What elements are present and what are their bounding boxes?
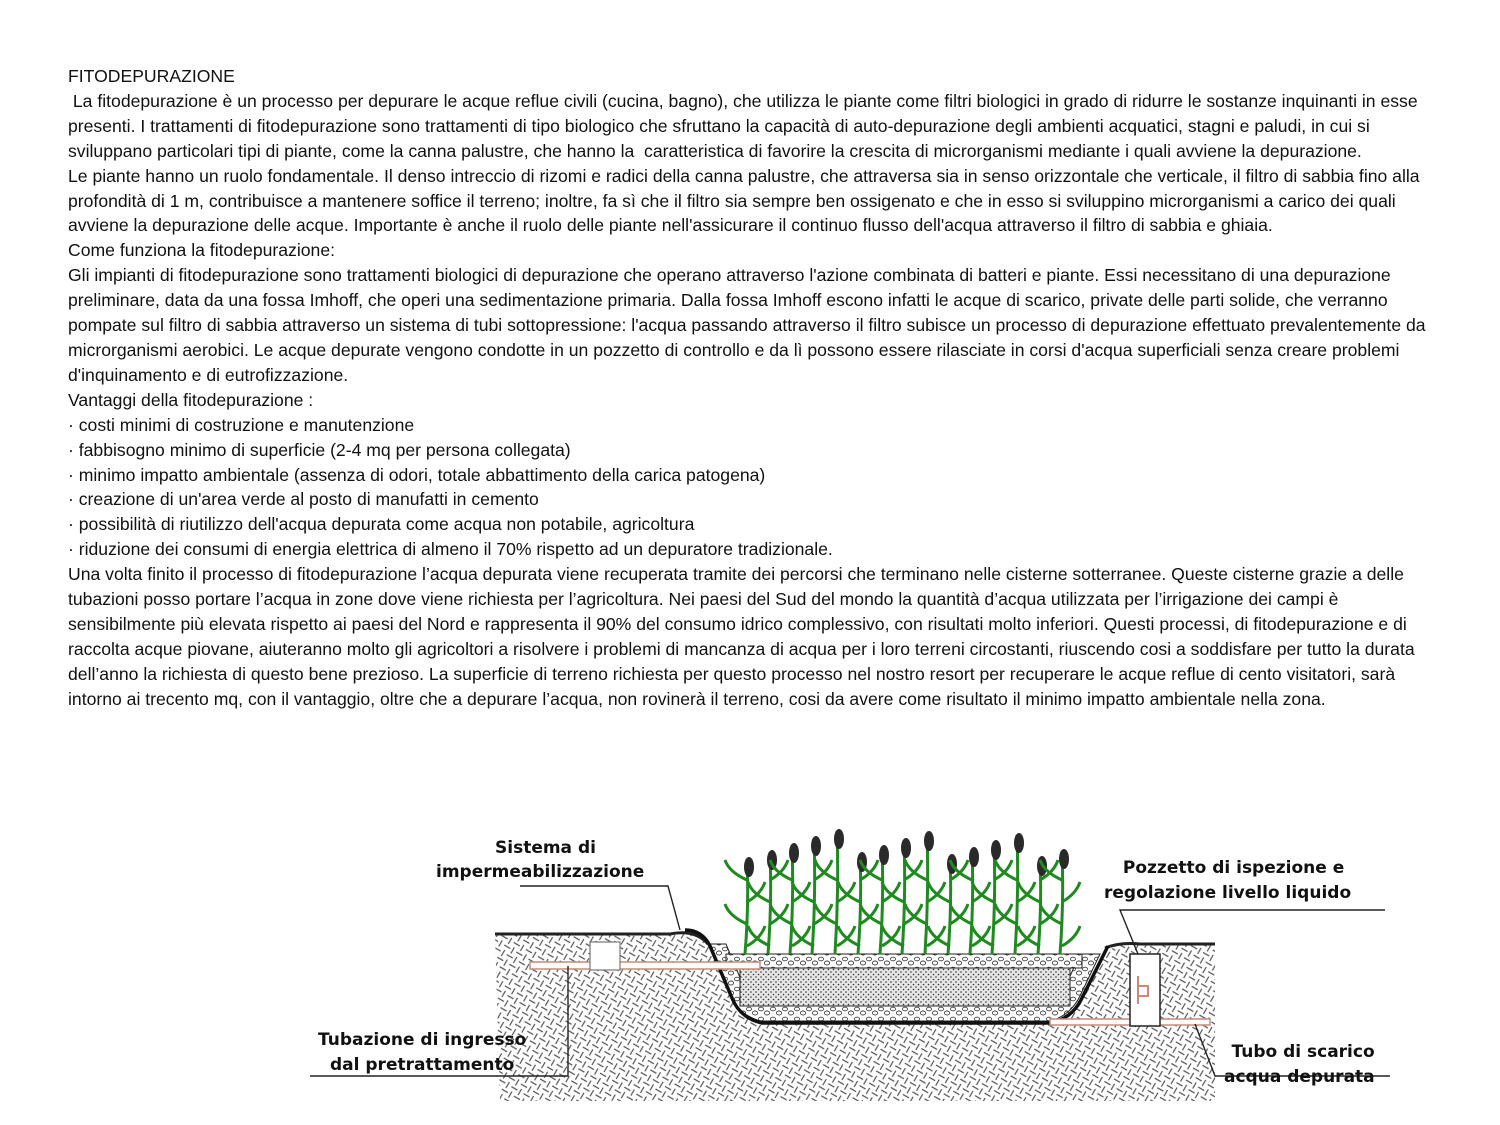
reed-head — [901, 838, 911, 858]
reeds — [725, 829, 1080, 954]
list-item: · riduzione dei consumi di energia elettrica di almeno il 70% rispetto ad un depuratore tradizionale. — [68, 539, 833, 560]
reed-head — [969, 847, 979, 867]
reed-stem — [835, 831, 838, 954]
reed-head — [834, 829, 844, 849]
reed-stem — [1015, 835, 1018, 954]
reed-stem — [925, 833, 928, 954]
reed-leaf — [725, 860, 747, 880]
list-item: · fabbisogno minimo di superficie (2-4 mq per persona collegata) — [68, 439, 571, 460]
leader-sealing — [520, 886, 680, 930]
reed-head — [744, 857, 754, 877]
label-sealing-system-2: impermeabilizzazione — [436, 862, 645, 882]
reed-head — [789, 843, 799, 863]
reed-head — [1014, 833, 1024, 853]
reed-stem — [812, 838, 815, 954]
reed-head — [879, 845, 889, 865]
label-outlet-pipe: Tubo di scarico acqua depurata — [1224, 1042, 1375, 1087]
list-item: · minimo impatto ambientale (assenza di odori, totale abbattimento della carica patogena) — [68, 464, 766, 485]
list-item: · creazione di un'area verde al posto di manufatti in cemento — [68, 489, 539, 510]
reed-leaf — [725, 904, 747, 924]
label-inspection-well: Pozzetto di ispezione e regolazione livello liquido — [1104, 858, 1352, 903]
reed-leaf — [1062, 926, 1080, 946]
list-item: · possibilità di riutilizzo dell'acqua depurata come acqua non potabile, agricoltura — [68, 514, 695, 535]
inspection-well — [1130, 954, 1160, 1026]
document-body — [68, 64, 1438, 712]
sand-filter — [740, 966, 1070, 1006]
reed-head — [811, 836, 821, 856]
reed-head — [1059, 849, 1069, 869]
paragraph-water-reuse: Una volta finito il processo di fitodepurazione l’acqua depurata viene recuperata tramite dei percorsi che terminano nelle cisterne sotterranee. Queste cisterne grazie a delle tubazioni posso portare l’acqua in zone dove viene richiesta per l’agricoltura. Nei paesi del Sud del mondo la quantità d’acqua utilizzata per l’irrigazione dei campi è sensibilmente più elevata rispetto ai paesi del Nord e rappresenta il 90% del consumo idrico complessivo, con risultati molto inferiori. Questi processi, di fitodepurazione e di raccolta acque piovane, aiuteranno molto gli agricoltori a risolvere i problemi di mancanza di acqua per i loro terreni circostanti, riuscendo cosi a soddisfare per tutto la durata dell’anno la richiesta di questo bene prezioso. La superficie di terreno richiesta per questo processo nel nostro resort per recuperare le acque reflue di cento visitatori, sarà intorno ai trecento mq, con il vantaggio, oltre che a depurare l’acqua, non rovinerà il terreno, cosi da avere come risultato il minimo impatto ambientale nella zona. — [68, 564, 1415, 709]
list-item: · costi minimi di costruzione e manutenzione — [68, 414, 415, 435]
paragraph-intro: La fitodepurazione è un processo per depurare le acque reflue civili (cucina, bagno), che utilizza le piante come filtri biologici in grado di ridurre le sostanze inquinanti in esse presenti. I trattamenti di fitodepurazione sono trattamenti di tipo biologico che sfruttano la capacità di auto-depurazione degli ambienti acquatici, stagni e paludi, in cui si sviluppano particolari tipi di piante, come la canna palustre, che hanno la caratteristica di favorire la crescita di microrganismi mediante i quali avviene la depurazione. — [68, 90, 1423, 161]
reed-leaf — [1062, 882, 1080, 902]
document-title: FITODEPURAZIONE — [68, 66, 235, 86]
label-inlet-pipe: Tubazione di ingresso dal pretrattamento — [318, 1030, 527, 1075]
reed-head — [924, 831, 934, 851]
heading-advantages: Vantaggi della fitodepurazione : — [68, 389, 314, 410]
paragraph-plants-role: Le piante hanno un ruolo fondamentale. Il denso intreccio di rizomi e radici della canna palustre, che attraversa sia in senso orizzontale che verticale, il filtro di sabbia fino alla profondità di 1 m, contribuisce a mantenere soffice il terreno; inoltre, fa sì che il filtro sia sempre ben ossigenato e che in esso si sviluppino microrganismi a carico dei quali avviene la depurazione delle acque. Importante è anche il ruolo delle piante nell'assicurare il continuo flusso dell'acqua attraverso il filtro di sabbia e ghiaia. — [68, 165, 1420, 236]
heading-how-it-works: Come funziona la fitodepurazione: — [68, 240, 336, 261]
paragraph-how-it-works: Gli impianti di fitodepurazione sono trattamenti biologici di depurazione che operano attraverso l'azione combinata di batteri e piante. Essi necessitano di una depurazione preliminare, data da una fossa Imhoff, che operi una sedimentazione primaria. Dalla fossa Imhoff escono infatti le acque di scarico, private delle parti solide, che verranno pompate sul filtro di sabbia attraverso un sistema di tubi sottopressione: l'acqua passando attraverso il filtro subisce un processo di depurazione effettuato prevalentemente da microrganismi aerobici. Le acque depurate vengono condotte in un pozzetto di controllo e da lì possono essere rilasciate in corsi d'acqua superficiali senza creare problemi d'inquinamento e di eutrofizzazione. — [68, 265, 1426, 385]
reed-head — [991, 840, 1001, 860]
label-sealing-system: Sistema di — [495, 838, 596, 858]
